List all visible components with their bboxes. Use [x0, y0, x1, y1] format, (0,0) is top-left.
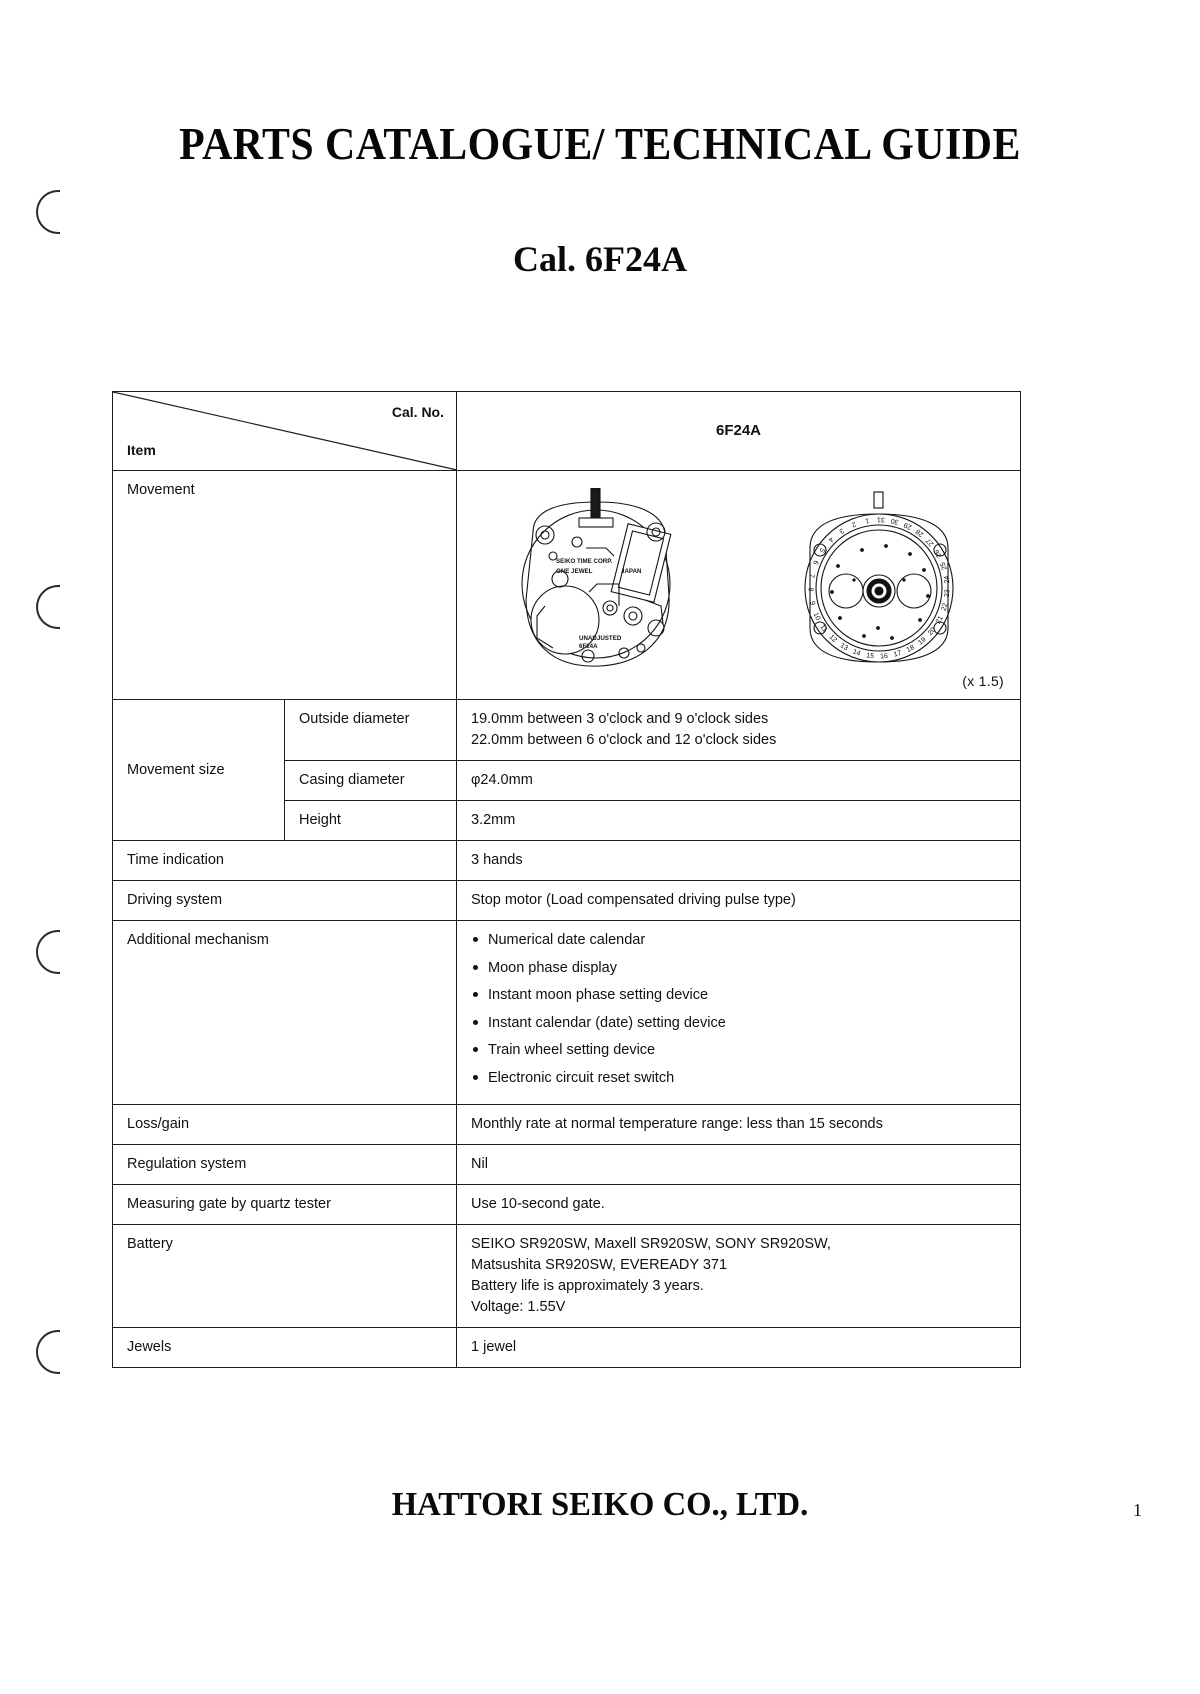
row-label-loss-gain: Loss/gain	[113, 1105, 457, 1145]
date-ring-number: 20	[927, 626, 938, 637]
list-item: Electronic circuit reset switch	[471, 1068, 1006, 1089]
table-row-loss-gain	[113, 1105, 1021, 1145]
date-ring-number: 7	[807, 573, 816, 579]
value-height: 3.2mm	[457, 801, 1021, 841]
date-ring-number: 2	[850, 520, 857, 528]
movement-figures-cell	[457, 471, 1021, 700]
date-ring-number: 29	[903, 520, 914, 531]
date-ring-number: 31	[877, 515, 886, 523]
sub-label-outside-diameter: Outside diameter	[285, 700, 457, 761]
value-jewels: 1 jewel	[457, 1328, 1021, 1368]
moon-phase-dial-illustration	[774, 488, 984, 688]
date-ring-number: 15	[866, 652, 875, 661]
table-row-regulation-system	[113, 1145, 1021, 1185]
table-row-movement	[113, 471, 1021, 700]
sub-label-casing-diameter: Casing diameter	[285, 761, 457, 801]
binder-punch-hole	[36, 585, 60, 629]
row-label-driving-system: Driving system	[113, 881, 457, 921]
movement-mark-corp: SEIKO TIME CORP.	[555, 558, 613, 565]
movement-mark-jewel: ONE JEWEL	[555, 568, 593, 575]
date-ring-number: 13	[839, 642, 850, 653]
row-label-time-indication: Time indication	[113, 841, 457, 881]
date-ring-number: 14	[851, 648, 862, 658]
item-label: Item	[127, 441, 156, 458]
page-number: 1	[1133, 1500, 1142, 1520]
table-row-time-indication	[113, 841, 1021, 881]
movement-mark-country: JAPAN	[620, 568, 642, 575]
row-label-movement-size: Movement size	[113, 700, 285, 841]
table-row-outside-diameter	[113, 700, 1021, 761]
date-ring-number: 19	[917, 636, 928, 647]
row-label-measuring-gate: Measuring gate by quartz tester	[113, 1185, 457, 1225]
value-casing-diameter: φ24.0mm	[457, 761, 1021, 801]
list-item: Instant calendar (date) setting device	[471, 1013, 1006, 1034]
date-ring-number: 11	[818, 623, 829, 634]
date-ring-number: 6	[811, 559, 820, 566]
date-ring-number: 5	[817, 546, 826, 554]
date-ring-number: 3	[837, 526, 846, 535]
table-header-row	[113, 392, 1021, 471]
caliber-title: Cal. 6F24A	[513, 239, 687, 279]
value-additional-mechanism	[457, 921, 1021, 1105]
row-label-regulation-system: Regulation system	[113, 1145, 457, 1185]
header-split-cell	[113, 392, 457, 471]
value-line: Matsushita SR920SW, EVEREADY 371	[471, 1257, 728, 1274]
value-loss-gain: Monthly rate at normal temperature range: less than 15 seconds	[457, 1105, 1021, 1145]
binder-punch-hole	[36, 190, 60, 234]
value-driving-system: Stop motor (Load compensated driving pulse type)	[457, 881, 1021, 921]
specification-table	[112, 391, 1021, 1368]
value-battery	[457, 1225, 1021, 1328]
scale-note: (x 1.5)	[962, 672, 1004, 689]
value-regulation-system: Nil	[457, 1145, 1021, 1185]
table-row-driving-system	[113, 881, 1021, 921]
date-ring-number: 21	[935, 614, 946, 626]
table-row-additional-mechanism	[113, 921, 1021, 1105]
value-line: Battery life is approximately 3 years.	[471, 1278, 704, 1295]
binder-punch-hole	[36, 1330, 60, 1374]
value-time-indication: 3 hands	[457, 841, 1021, 881]
date-ring-number: 10	[811, 611, 822, 622]
caliber-value: 6F24A	[457, 392, 1021, 471]
movement-back-illustration	[493, 488, 703, 688]
binder-punch-hole	[36, 930, 60, 974]
date-ring-number: 23	[944, 589, 952, 598]
date-ring-number: 26	[933, 548, 944, 559]
page-title: PARTS CATALOGUE/ TECHNICAL GUIDE	[179, 119, 1021, 169]
value-outside-diameter	[457, 700, 1021, 761]
additional-mechanism-list	[471, 930, 1006, 1089]
list-item: Numerical date calendar	[471, 930, 1006, 951]
list-item: Instant moon phase setting device	[471, 985, 1006, 1006]
date-ring-number: 24	[943, 575, 952, 584]
movement-mark-unadjusted: UNADJUSTED	[578, 635, 622, 642]
value-measuring-gate: Use 10-second gate.	[457, 1185, 1021, 1225]
date-ring-number: 1	[864, 516, 870, 524]
date-ring-number: 4	[826, 535, 835, 544]
date-ring-number: 8	[806, 587, 814, 592]
date-ring-number: 17	[893, 649, 903, 659]
movement-mark-caliber: 6F24A	[578, 643, 598, 650]
date-ring-number: 25	[939, 561, 950, 571]
list-item: Moon phase display	[471, 958, 1006, 979]
value-line: 22.0mm between 6 o'clock and 12 o'clock sides	[471, 732, 777, 749]
date-ring-number: 28	[914, 527, 926, 538]
value-line: 19.0mm between 3 o'clock and 9 o'clock sides	[471, 711, 769, 727]
list-item: Train wheel setting device	[471, 1040, 1006, 1061]
value-line: SEIKO SR920SW, Maxell SR920SW, SONY SR920SW,	[471, 1236, 831, 1253]
cal-no-label: Cal. No.	[391, 404, 444, 420]
date-ring-number: 30	[890, 516, 900, 526]
date-ring-number: 18	[905, 644, 917, 655]
date-ring-number: 22	[940, 602, 950, 612]
date-ring-number: 9	[808, 600, 816, 607]
date-ring-number: 12	[827, 633, 839, 645]
row-label-battery: Battery	[113, 1225, 457, 1328]
date-ring-number: 27	[925, 536, 936, 548]
row-label-jewels: Jewels	[113, 1328, 457, 1368]
row-label-additional-mechanism: Additional mechanism	[113, 921, 457, 1105]
sub-label-height: Height	[285, 801, 457, 841]
date-ring-number: 16	[880, 652, 889, 661]
value-line: Voltage: 1.55V	[471, 1299, 566, 1316]
table-row-battery	[113, 1225, 1021, 1328]
table-row-measuring-gate	[113, 1185, 1021, 1225]
table-row-jewels	[113, 1328, 1021, 1368]
row-label-movement: Movement	[113, 471, 457, 700]
company-name: HATTORI SEIKO CO., LTD.	[391, 1486, 809, 1523]
